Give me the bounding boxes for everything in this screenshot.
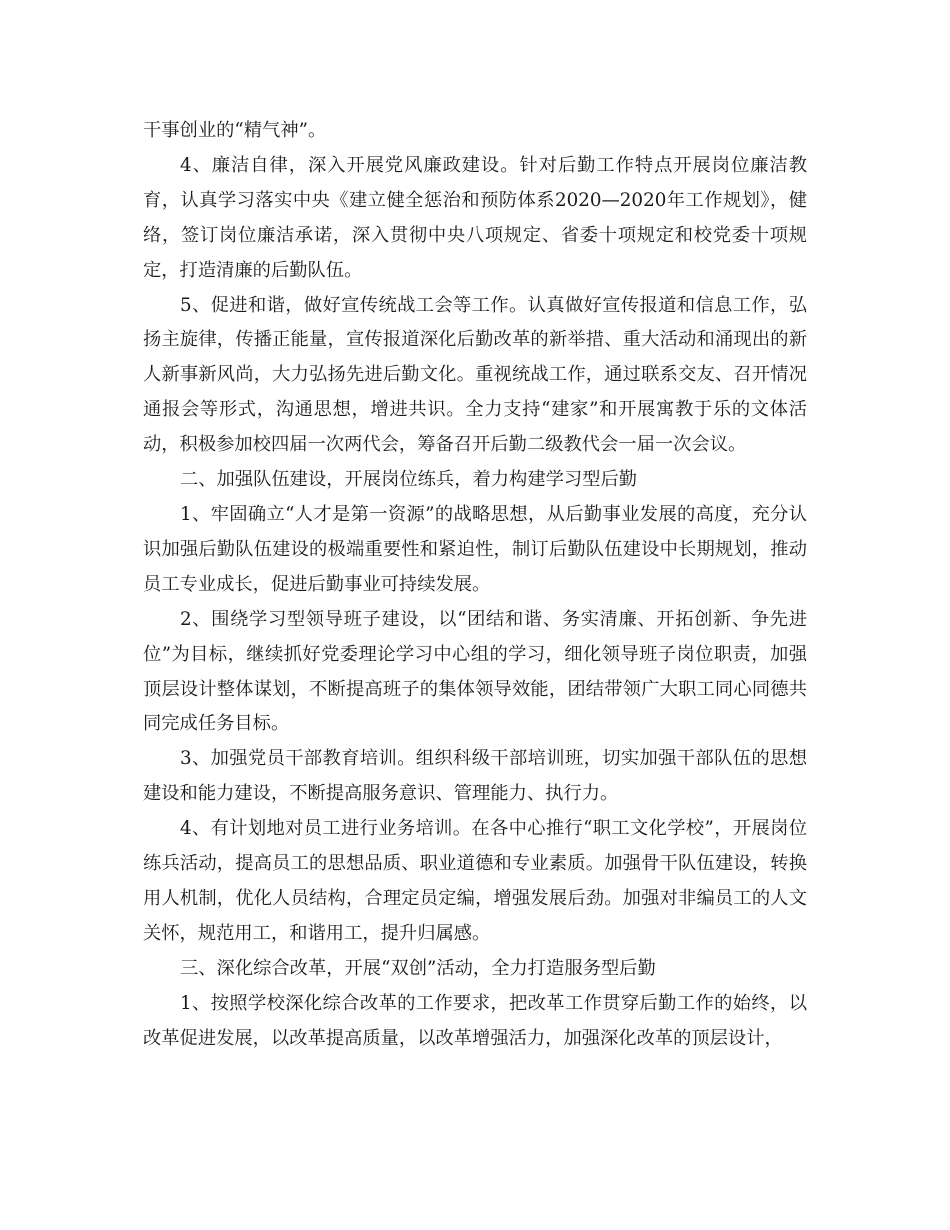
document-body bbox=[143, 114, 807, 1056]
section-heading-reform: 三、深化综合改革，开展“双创”活动，全力打造服务型后勤 bbox=[180, 957, 656, 979]
paragraph-cadre-training: 3、加强党员干部教育培训。组织科级干部培训班，切实加强干部队伍的思想建设和能力建设，不断提高服务意识、管理能力、执行力。 bbox=[143, 748, 807, 805]
paragraph-leadership: 2、围绕学习型领导班子建设，以“团结和谐、务实清廉、开拓创新、争先进位”为目标，继续抓好党委理论学习中心组的学习，细化领导班子岗位职责，加强顶层设计整体谋划，不断提高班子的集体领导效能，团结带领广大职工同心同德共同完成任务目标。 bbox=[143, 608, 807, 735]
paragraph-integrity: 4、廉洁自律，深入开展党风廉政建设。针对后勤工作特点开展岗位廉洁教育，认真学习落实中央《建立健全惩治和预防体系2020—2020年工作规划》，健络，签订岗位廉洁承诺，深入贯彻中央八项规定、省委十项规定和校党委十项规定，打造清廉的后勤队伍。 bbox=[143, 154, 807, 281]
paragraph-reform-requirements: 1、按照学校深化综合改革的工作要求，把改革工作贯穿后勤工作的始终，以改革促进发展，以改革提高质量，以改革增强活力，加强深化改革的顶层设计， bbox=[143, 992, 807, 1049]
paragraph-harmony: 5、促进和谐，做好宣传统战工会等工作。认真做好宣传报道和信息工作，弘扬主旋律，传播正能量，宣传报道深化后勤改革的新举措、重大活动和涌现出的新人新事新风尚，大力弘扬先进后勤文化。重视统战工作，通过联系交友、召开情况通报会等形式，沟通思想，增进共识。全力支持“建家”和开展寓教于乐的文体活动，积极参加校四届一次两代会，筹备召开后勤二级教代会一届一次会议。 bbox=[143, 294, 807, 456]
paragraph-continuation: 干事创业的“精气神”。 bbox=[143, 120, 327, 141]
paragraph-talent-strategy: 1、牢固确立“人才是第一资源”的战略思想，从后勤事业发展的高度，充分认识加强后勤队伍建设的极端重要性和紧迫性，制订后勤队伍建设中长期规划，推动员工专业成长，促进后勤事业可持续发展。 bbox=[143, 503, 807, 595]
paragraph-staff-training: 4、有计划地对员工进行业务培训。在各中心推行“职工文化学校”，开展岗位练兵活动，提高员工的思想品质、职业道德和专业素质。加强骨干队伍建设，转换用人机制，优化人员结构，合理定员定编，增强发展后劲。加强对非编员工的人文关怀，规范用工，和谐用工，提升归属感。 bbox=[143, 818, 807, 944]
section-heading-team-building: 二、加强队伍建设，开展岗位练兵，着力构建学习型后勤 bbox=[180, 469, 638, 491]
